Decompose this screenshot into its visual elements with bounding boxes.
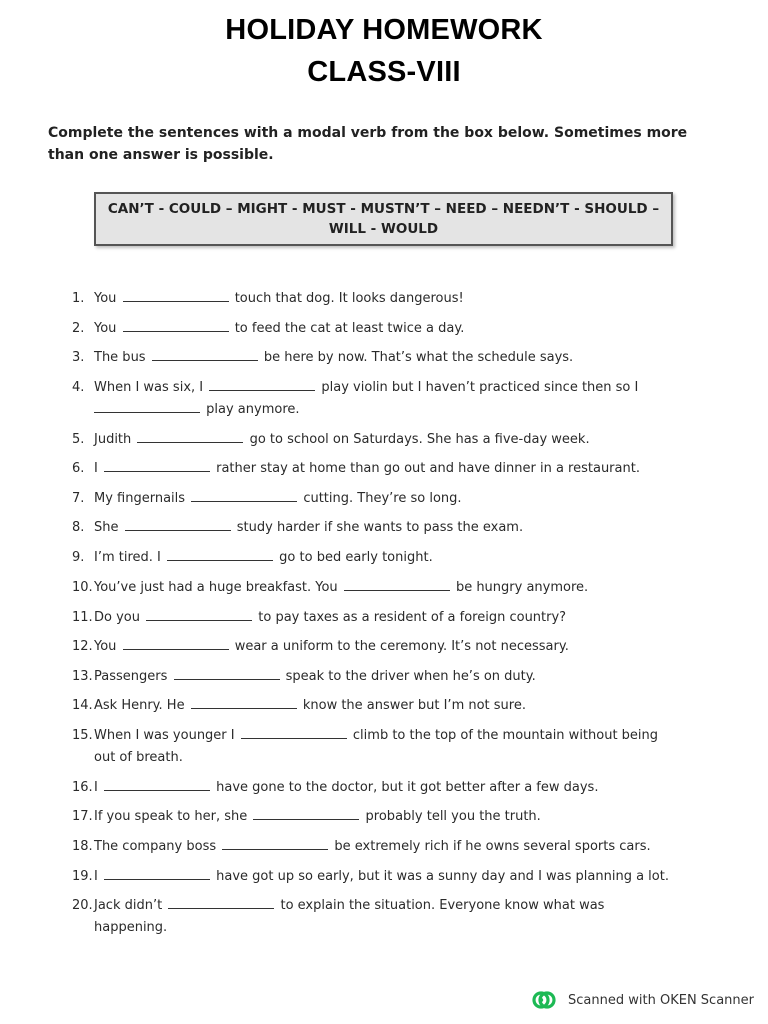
answer-blank[interactable]: [191, 695, 297, 709]
answer-blank[interactable]: [104, 458, 210, 472]
question-text-before: My fingernails: [94, 491, 186, 506]
answer-blank[interactable]: [146, 607, 252, 621]
question-item: [72, 866, 732, 888]
question-number: 17.: [72, 809, 93, 824]
answer-blank[interactable]: [152, 347, 258, 361]
question-text-after: know the answer but I’m not sure.: [302, 698, 526, 713]
question-item: [72, 695, 732, 717]
question-text-before: You: [94, 321, 117, 336]
instructions: Complete the sentences with a modal verb from the box below. Sometimes more than one answer is possible.: [48, 125, 688, 163]
question-text-after: speak to the driver when he’s on duty.: [285, 669, 536, 684]
answer-blank[interactable]: [125, 517, 231, 531]
question-text-after: probably tell you the truth.: [365, 809, 541, 824]
question-text: [94, 895, 732, 939]
class-subtitle: CLASS-VIII: [307, 56, 461, 88]
question-text: [94, 347, 732, 369]
question-item: [72, 777, 732, 799]
question-text-after: be hungry anymore.: [455, 580, 589, 595]
question-number: 14.: [72, 698, 93, 713]
answer-blank[interactable]: [168, 895, 274, 909]
question-text: [94, 377, 732, 421]
question-text: [94, 695, 732, 717]
question-text-after: touch that dog. It looks dangerous!: [234, 291, 464, 306]
scanner-watermark-text: Scanned with OKEN Scanner: [568, 992, 754, 1008]
question-text: [94, 636, 732, 658]
question-item: [72, 347, 732, 369]
question-text-before: You: [94, 639, 117, 654]
question-text: [94, 318, 732, 340]
question-item: [72, 806, 732, 828]
question-number: 6.: [72, 461, 85, 476]
answer-blank[interactable]: [123, 318, 229, 332]
answer-blank[interactable]: [123, 288, 229, 302]
question-text-before: You: [94, 291, 117, 306]
question-text-continued: play anymore.: [206, 402, 300, 417]
question-number: 3.: [72, 350, 85, 365]
answer-blank[interactable]: [174, 666, 280, 680]
answer-blank[interactable]: [222, 836, 328, 850]
question-item: [72, 429, 732, 451]
question-item: [72, 725, 732, 769]
question-text-after: study harder if she wants to pass the exam.: [236, 520, 524, 535]
question-item: [72, 488, 732, 510]
question-number: 4.: [72, 380, 85, 395]
question-text-before: Judith: [94, 432, 132, 447]
question-number: 1.: [72, 291, 85, 306]
question-text: [94, 288, 732, 310]
question-text-after: wear a uniform to the ceremony. It’s not necessary.: [234, 639, 569, 654]
question-text-after: to feed the cat at least twice a day.: [234, 321, 465, 336]
question-text-after: cutting. They’re so long.: [303, 491, 462, 506]
question-text-before: I: [94, 869, 98, 884]
question-text: [94, 866, 732, 888]
question-text: [94, 836, 732, 858]
answer-blank[interactable]: [241, 725, 347, 739]
question-text-before: Passengers: [94, 669, 168, 684]
question-text-before: Ask Henry. He: [94, 698, 185, 713]
question-item: [72, 288, 732, 310]
question-number: 8.: [72, 520, 85, 535]
question-item: [72, 636, 732, 658]
question-number: 12.: [72, 639, 93, 654]
question-text-before: The company boss: [94, 839, 217, 854]
question-text-before: If you speak to her, she: [94, 809, 248, 824]
scanner-watermark: [532, 991, 754, 1009]
modal-verb-box: CAN’T - COULD – MIGHT - MUST - MUSTN’T – NEED – NEEDN’T - SHOULD – WILL - WOULD: [94, 192, 673, 246]
question-text-after: have gone to the doctor, but it got better after a few days.: [216, 780, 599, 795]
question-text-after: have got up so early, but it was a sunny day and I was planning a lot.: [216, 869, 669, 884]
question-text-before: You’ve just had a huge breakfast. You: [94, 580, 338, 595]
question-number: 16.: [72, 780, 93, 795]
question-text: [94, 777, 732, 799]
question-item: [72, 577, 732, 599]
question-text: [94, 429, 732, 451]
question-text: [94, 607, 732, 629]
question-number: 18.: [72, 839, 93, 854]
question-text: [94, 725, 732, 769]
question-text-after: climb to the top of the mountain without being: [352, 728, 659, 743]
question-item: [72, 458, 732, 480]
question-number: 7.: [72, 491, 85, 506]
question-number: 20.: [72, 898, 93, 913]
question-number: 13.: [72, 669, 93, 684]
question-text-before: The bus: [94, 350, 146, 365]
question-text-continued: out of breath.: [94, 750, 183, 765]
answer-blank[interactable]: [167, 547, 273, 561]
question-item: [72, 666, 732, 688]
question-number: 9.: [72, 550, 85, 565]
question-number: 2.: [72, 321, 85, 336]
question-item: [72, 377, 732, 421]
question-item: [72, 607, 732, 629]
question-text: [94, 517, 732, 539]
question-text: [94, 666, 732, 688]
question-text-before: When I was six, I: [94, 380, 204, 395]
answer-blank[interactable]: [344, 577, 450, 591]
question-text-after: to pay taxes as a resident of a foreign country?: [258, 610, 567, 625]
question-number: 11.: [72, 610, 93, 625]
question-text: [94, 488, 732, 510]
question-number: 19.: [72, 869, 93, 884]
answer-blank[interactable]: [253, 806, 359, 820]
question-text-after: go to school on Saturdays. She has a five-day week.: [249, 432, 590, 447]
answer-blank[interactable]: [123, 636, 229, 650]
question-text-after: rather stay at home than go out and have dinner in a restaurant.: [216, 461, 640, 476]
question-text-before: I: [94, 461, 98, 476]
question-number: 5.: [72, 432, 85, 447]
question-text-continued: happening.: [94, 920, 168, 935]
question-number: 15.: [72, 728, 93, 743]
page-title: HOLIDAY HOMEWORK: [225, 14, 543, 46]
answer-blank[interactable]: [191, 488, 297, 502]
question-text-before: I’m tired. I: [94, 550, 161, 565]
answer-blank[interactable]: [209, 377, 315, 391]
question-text-after: go to bed early tonight.: [279, 550, 433, 565]
question-text-before: I: [94, 780, 98, 795]
oken-scanner-logo-icon: [532, 991, 556, 1009]
question-item: [72, 836, 732, 858]
question-item: [72, 547, 732, 569]
question-text: [94, 806, 732, 828]
question-text-before: When I was younger I: [94, 728, 235, 743]
question-text-before: She: [94, 520, 119, 535]
question-text: [94, 547, 732, 569]
question-text-before: Do you: [94, 610, 140, 625]
question-item: [72, 318, 732, 340]
answer-blank[interactable]: [94, 399, 200, 413]
question-text-after: be extremely rich if he owns several sports cars.: [334, 839, 651, 854]
question-text: [94, 458, 732, 480]
question-number: 10.: [72, 580, 93, 595]
question-item: [72, 895, 732, 939]
question-item: [72, 517, 732, 539]
question-text-after: to explain the situation. Everyone know what was: [280, 898, 605, 913]
answer-blank[interactable]: [137, 429, 243, 443]
question-text-after: be here by now. That’s what the schedule says.: [263, 350, 574, 365]
answer-blank[interactable]: [104, 777, 210, 791]
question-text-after: play violin but I haven’t practiced since then so I: [321, 380, 639, 395]
question-text-before: Jack didn’t: [94, 898, 163, 913]
answer-blank[interactable]: [104, 866, 210, 880]
question-text: [94, 577, 732, 599]
